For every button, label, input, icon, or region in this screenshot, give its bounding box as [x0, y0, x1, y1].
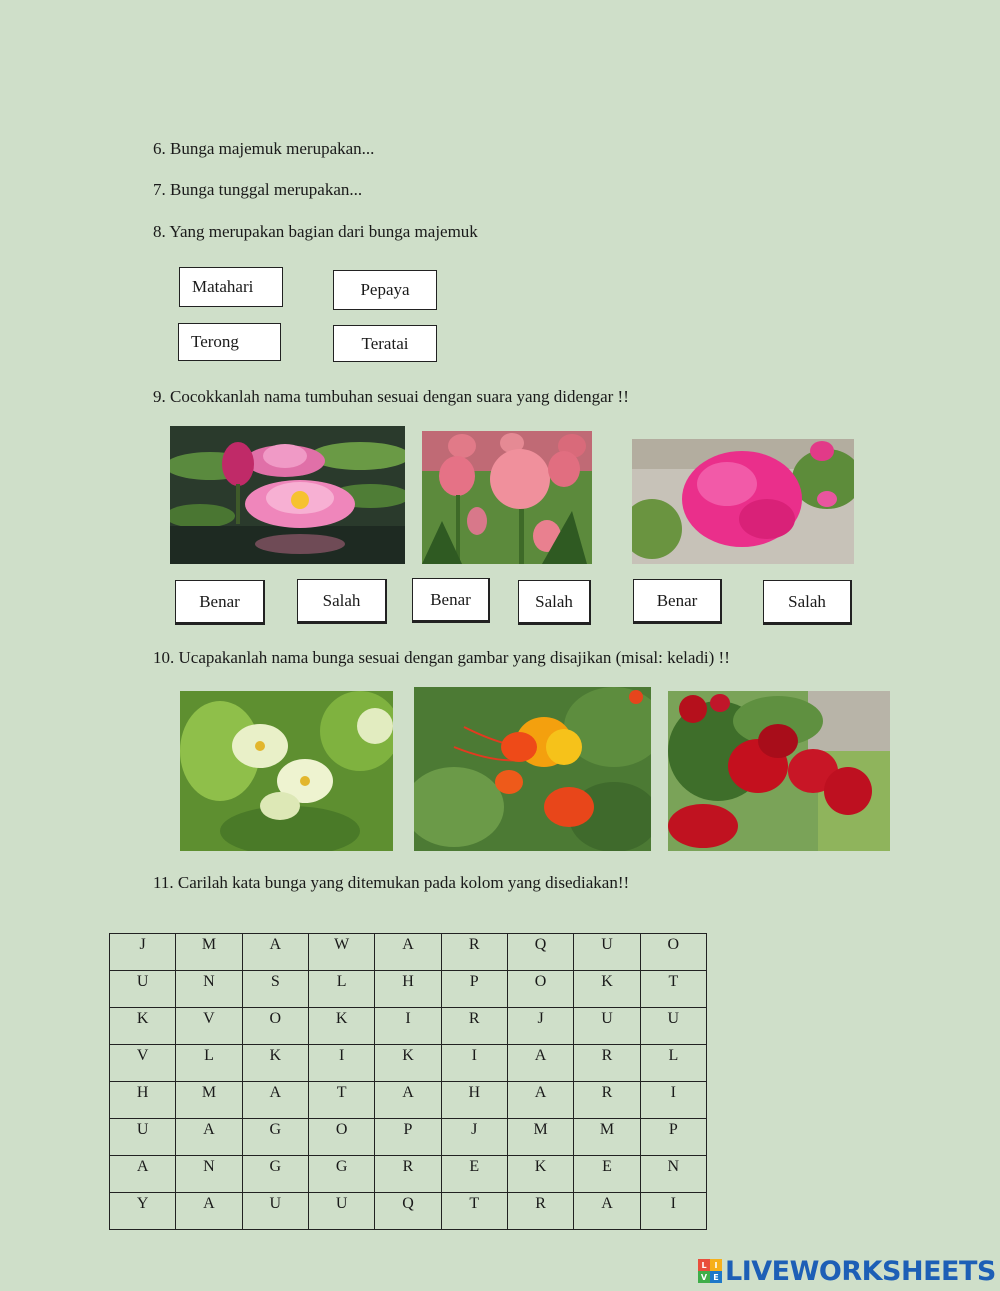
grid-cell[interactable]: U: [640, 1008, 706, 1045]
grid-cell[interactable]: L: [176, 1045, 242, 1082]
question-10: 10. Ucapakanlah nama bunga sesuai dengan gambar yang disajikan (misal: keladi) !!: [153, 648, 730, 667]
grid-cell[interactable]: I: [375, 1008, 441, 1045]
grid-cell[interactable]: M: [176, 934, 242, 971]
grid-row: [110, 1119, 707, 1156]
grid-cell[interactable]: A: [176, 1119, 242, 1156]
grid-cell[interactable]: J: [507, 1008, 573, 1045]
grid-cell[interactable]: I: [640, 1193, 706, 1230]
option-teratai[interactable]: Teratai: [333, 325, 437, 362]
grid-cell[interactable]: R: [441, 1008, 507, 1045]
grid-cell[interactable]: A: [507, 1082, 573, 1119]
grid-cell[interactable]: N: [640, 1156, 706, 1193]
grid-cell[interactable]: G: [242, 1156, 308, 1193]
grid-cell[interactable]: P: [640, 1119, 706, 1156]
grid-cell[interactable]: Q: [507, 934, 573, 971]
logo-letter-l: L: [698, 1259, 710, 1271]
answer-benar-2[interactable]: Benar: [412, 578, 490, 623]
answer-benar-1[interactable]: Benar: [175, 580, 265, 625]
grid-cell[interactable]: R: [574, 1045, 640, 1082]
question-9: 9. Cocokkanlah nama tumbuhan sesuai dengan suara yang didengar !!: [153, 387, 629, 406]
grid-cell[interactable]: M: [574, 1119, 640, 1156]
bougainvillea-image: [632, 439, 854, 564]
grid-cell[interactable]: A: [242, 934, 308, 971]
answer-salah-1[interactable]: Salah: [297, 579, 387, 624]
liveworksheets-logo: [698, 1256, 996, 1286]
grid-cell[interactable]: G: [242, 1119, 308, 1156]
grid-cell[interactable]: L: [308, 971, 374, 1008]
grid-cell[interactable]: U: [308, 1193, 374, 1230]
grid-cell[interactable]: E: [441, 1156, 507, 1193]
grid-cell[interactable]: Y: [110, 1193, 176, 1230]
grid-cell[interactable]: P: [375, 1119, 441, 1156]
grid-cell[interactable]: O: [507, 971, 573, 1008]
grid-row: [110, 1193, 707, 1230]
grid-row: [110, 934, 707, 971]
grid-row: [110, 971, 707, 1008]
grid-cell[interactable]: I: [308, 1045, 374, 1082]
grid-cell[interactable]: T: [308, 1082, 374, 1119]
grid-cell[interactable]: O: [640, 934, 706, 971]
grid-cell[interactable]: U: [242, 1193, 308, 1230]
grid-cell[interactable]: T: [640, 971, 706, 1008]
grid-cell[interactable]: L: [640, 1045, 706, 1082]
grid-cell[interactable]: J: [441, 1119, 507, 1156]
question-7: 7. Bunga tunggal merupakan...: [153, 180, 363, 199]
grid-cell[interactable]: N: [176, 1156, 242, 1193]
grid-cell[interactable]: M: [176, 1082, 242, 1119]
tulip-image: [422, 431, 592, 564]
grid-cell[interactable]: G: [308, 1156, 374, 1193]
grid-cell[interactable]: A: [176, 1193, 242, 1230]
grid-cell[interactable]: R: [574, 1082, 640, 1119]
option-matahari[interactable]: Matahari: [179, 267, 283, 307]
option-terong[interactable]: Terong: [178, 323, 281, 361]
grid-cell[interactable]: U: [110, 1119, 176, 1156]
grid-row: [110, 1008, 707, 1045]
liveworksheets-logo-icon: [698, 1259, 722, 1283]
papaya-flower-image: [180, 691, 393, 851]
option-pepaya[interactable]: Pepaya: [333, 270, 437, 310]
grid-row: [110, 1082, 707, 1119]
grid-cell[interactable]: Q: [375, 1193, 441, 1230]
question-8: 8. Yang merupakan bagian dari bunga majemuk: [153, 222, 478, 241]
grid-cell[interactable]: R: [441, 934, 507, 971]
grid-cell[interactable]: H: [375, 971, 441, 1008]
grid-cell[interactable]: S: [242, 971, 308, 1008]
question-6: 6. Bunga majemuk merupakan...: [153, 139, 375, 158]
grid-cell[interactable]: J: [110, 934, 176, 971]
answer-salah-2[interactable]: Salah: [518, 580, 591, 625]
grid-cell[interactable]: A: [574, 1193, 640, 1230]
logo-letter-i: I: [710, 1259, 722, 1271]
grid-cell[interactable]: E: [574, 1156, 640, 1193]
grid-cell[interactable]: H: [441, 1082, 507, 1119]
grid-cell[interactable]: H: [110, 1082, 176, 1119]
grid-cell[interactable]: O: [308, 1119, 374, 1156]
grid-cell[interactable]: K: [110, 1008, 176, 1045]
grid-cell[interactable]: I: [640, 1082, 706, 1119]
grid-cell[interactable]: A: [507, 1045, 573, 1082]
grid-cell[interactable]: R: [375, 1156, 441, 1193]
grid-cell[interactable]: V: [110, 1045, 176, 1082]
grid-cell[interactable]: A: [375, 934, 441, 971]
logo-letter-v: V: [698, 1271, 710, 1283]
grid-cell[interactable]: K: [574, 971, 640, 1008]
grid-cell[interactable]: A: [242, 1082, 308, 1119]
grid-cell[interactable]: U: [574, 1008, 640, 1045]
grid-row: [110, 1045, 707, 1082]
answer-salah-3[interactable]: Salah: [763, 580, 852, 625]
grid-cell[interactable]: A: [110, 1156, 176, 1193]
grid-cell[interactable]: P: [441, 971, 507, 1008]
rose-image: [668, 691, 890, 851]
grid-cell[interactable]: K: [308, 1008, 374, 1045]
grid-cell[interactable]: W: [308, 934, 374, 971]
grid-cell[interactable]: A: [375, 1082, 441, 1119]
word-search-grid: [109, 933, 707, 1230]
grid-cell[interactable]: U: [574, 934, 640, 971]
grid-cell[interactable]: V: [176, 1008, 242, 1045]
grid-cell[interactable]: M: [507, 1119, 573, 1156]
logo-text: LIVEWORKSHEETS: [725, 1255, 996, 1287]
grid-cell[interactable]: T: [441, 1193, 507, 1230]
grid-cell[interactable]: R: [507, 1193, 573, 1230]
logo-letter-e: E: [710, 1271, 722, 1283]
grid-cell[interactable]: K: [375, 1045, 441, 1082]
answer-benar-3[interactable]: Benar: [633, 579, 722, 624]
grid-cell[interactable]: U: [110, 971, 176, 1008]
grid-cell[interactable]: I: [441, 1045, 507, 1082]
water-lily-image: [170, 426, 405, 564]
grid-cell[interactable]: O: [242, 1008, 308, 1045]
question-11: 11. Carilah kata bunga yang ditemukan pada kolom yang disediakan!!: [153, 873, 630, 892]
grid-row: [110, 1156, 707, 1193]
grid-cell[interactable]: N: [176, 971, 242, 1008]
grid-cell[interactable]: K: [507, 1156, 573, 1193]
peacock-flower-image: [414, 687, 651, 851]
grid-cell[interactable]: K: [242, 1045, 308, 1082]
